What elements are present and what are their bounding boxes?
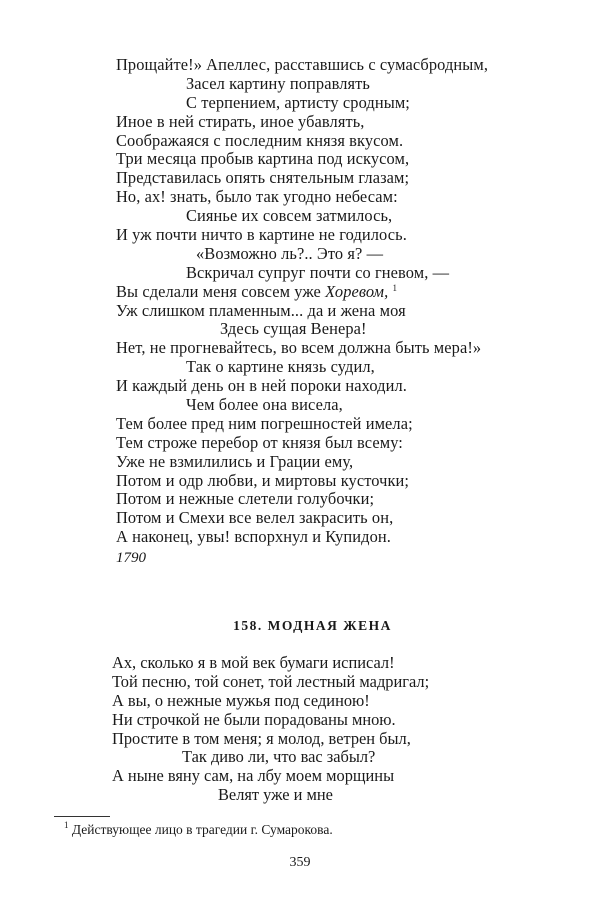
verse-line-text: Засел картину поправлять bbox=[186, 73, 370, 93]
verse-line bbox=[116, 490, 556, 509]
verse-line-text: Тем строже перебор от князя был всему: bbox=[116, 432, 403, 452]
verse-line-text: Здесь сущая Венера! bbox=[220, 319, 367, 339]
verse-line-text: Но, ах! знать, было так угодно небесам: bbox=[116, 187, 398, 207]
verse-line-italic: Хоревом, bbox=[325, 281, 389, 301]
verse-line-text: А ныне вяну сам, на лбу моем морщины bbox=[112, 766, 395, 786]
verse-line bbox=[116, 358, 556, 377]
verse-line-text: Потом и нежные слетели голубочки; bbox=[116, 489, 375, 509]
verse-line-text: Велят уже и мне bbox=[218, 785, 333, 805]
verse-line-text: Три месяца пробыв картина под искусом, bbox=[116, 149, 410, 169]
verse-line bbox=[112, 692, 562, 711]
verse-line-text: Тем более пред ним погрешностей имела; bbox=[116, 413, 413, 433]
verse-line-text: Той песню, той сонет, той лестный мадригал; bbox=[112, 671, 430, 691]
verse-line bbox=[116, 377, 556, 396]
poem-text bbox=[112, 654, 562, 805]
verse-line bbox=[116, 245, 556, 264]
verse-line-text: Потом и Смехи все велел закрасить он, bbox=[116, 508, 394, 528]
verse-line-text: Уж слишком пламенным... да и жена моя bbox=[116, 300, 406, 320]
footnote-rule bbox=[54, 816, 110, 817]
verse-line bbox=[112, 711, 562, 730]
verse-line-text: А наконец, увы! вспорхнул и Купидон. bbox=[116, 527, 391, 547]
verse-line-text: «Возможно ль?.. Это я? — bbox=[196, 243, 384, 263]
footnote bbox=[64, 822, 333, 838]
verse-line bbox=[116, 528, 556, 547]
verse-line bbox=[112, 786, 562, 805]
verse-line bbox=[116, 339, 556, 358]
verse-line bbox=[116, 188, 556, 207]
footnote-mark: 1 bbox=[64, 820, 69, 830]
verse-line bbox=[112, 730, 562, 749]
poem-title-text: 158. МОДНАЯ ЖЕНА bbox=[233, 618, 392, 633]
verse-line bbox=[116, 396, 556, 415]
poem-date: 1790 bbox=[116, 550, 146, 566]
verse-line bbox=[112, 748, 562, 767]
verse-line-text: Ни строчкой не были порадованы мною. bbox=[112, 709, 396, 729]
poem-continuation bbox=[116, 56, 556, 547]
verse-line-text: Чем более она висела, bbox=[186, 395, 343, 415]
verse-line-text: Вскричал супруг почти со гневом, — bbox=[186, 262, 450, 282]
verse-line bbox=[112, 654, 562, 673]
verse-line bbox=[116, 264, 556, 283]
verse-line-text: Нет, не прогневайтесь, во всем должна быть мера!» bbox=[116, 338, 482, 358]
verse-line-text: Соображаяся с последним князя вкусом. bbox=[116, 130, 404, 150]
verse-line bbox=[116, 320, 556, 339]
verse-line bbox=[116, 207, 556, 226]
verse-line-text: Уже не взмилились и Грации ему, bbox=[116, 451, 354, 471]
poem-title bbox=[0, 618, 600, 634]
verse-line-text: Иное в ней стирать, иное убавлять, bbox=[116, 111, 365, 131]
verse-line bbox=[116, 415, 556, 434]
verse-line bbox=[116, 94, 556, 113]
verse-line bbox=[116, 113, 556, 132]
verse-line-text: И каждый день он в ней пороки находил. bbox=[116, 376, 407, 396]
verse-line bbox=[112, 673, 562, 692]
verse-line bbox=[116, 453, 556, 472]
verse-line bbox=[116, 509, 556, 528]
page-number-text: 359 bbox=[289, 855, 311, 870]
verse-line bbox=[116, 132, 556, 151]
verse-line-text: Ах, сколько я в мой век бумаги исписал! bbox=[112, 653, 395, 672]
footnote-reference: 1 bbox=[392, 282, 398, 293]
verse-line-text: И уж почти ничто в картине не годилось. bbox=[116, 225, 407, 245]
verse-line bbox=[116, 56, 556, 75]
verse-line bbox=[116, 226, 556, 245]
verse-line-text: А вы, о нежные мужья под сединою! bbox=[112, 690, 370, 710]
verse-line-text: Сиянье их совсем затмилось, bbox=[186, 206, 393, 226]
verse-line bbox=[112, 767, 562, 786]
verse-line bbox=[116, 150, 556, 169]
footnote-text: Действующее лицо в трагедии г. Сумарокова. bbox=[71, 822, 333, 837]
verse-line bbox=[116, 472, 556, 491]
page-number bbox=[0, 855, 600, 871]
verse-line-text: Потом и одр любви, и миртовы кусточки; bbox=[116, 470, 410, 490]
verse-line bbox=[116, 302, 556, 321]
verse-line-text: Вы сделали меня совсем уже bbox=[116, 281, 326, 301]
verse-line-text: Прощайте!» Апеллес, расставшись с сумасбродным, bbox=[116, 55, 489, 74]
verse-line bbox=[116, 283, 556, 302]
verse-line-text: Так о картине князь судил, bbox=[186, 357, 375, 377]
verse-line bbox=[116, 434, 556, 453]
verse-line-text: С терпением, артисту сродным; bbox=[186, 92, 410, 112]
verse-line-text: Так диво ли, что вас забыл? bbox=[182, 747, 376, 767]
verse-line bbox=[116, 75, 556, 94]
verse-line bbox=[116, 169, 556, 188]
verse-line-text: Представилась опять снятельным глазам; bbox=[116, 168, 410, 188]
verse-line-text: Простите в том меня; я молод, ветрен был, bbox=[112, 728, 411, 748]
